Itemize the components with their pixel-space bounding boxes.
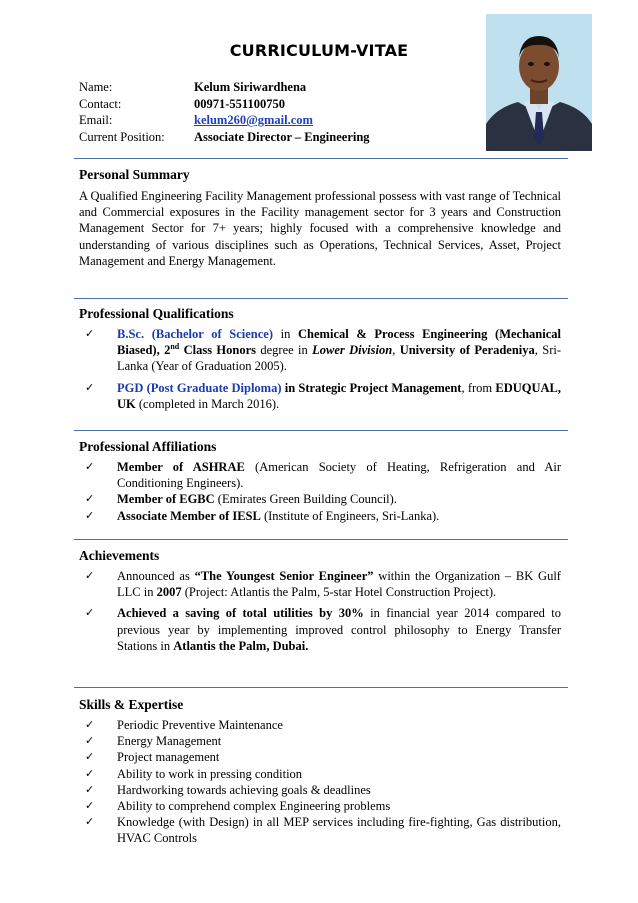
- list-item: ✓ PGD (Post Graduate Diploma) in Strategic Project Management, from EDUQUAL, UK (completed in March 2016).: [85, 380, 561, 411]
- profile-photo: [486, 14, 592, 151]
- check-icon: ✓: [85, 606, 95, 620]
- name-value: Kelum Siriwardhena: [194, 80, 307, 94]
- list-item: ✓ Project management: [85, 750, 220, 765]
- check-icon: ✓: [85, 815, 95, 829]
- check-icon: ✓: [85, 460, 95, 473]
- contact-value: 00971-551100750: [194, 96, 285, 111]
- check-icon: ✓: [85, 380, 95, 394]
- divider: [74, 687, 568, 688]
- divider: [74, 298, 568, 299]
- contact-info: [79, 79, 370, 145]
- list-item: ✓ Ability to comprehend complex Engineering problems: [85, 799, 391, 814]
- list-item: ✓ Knowledge (with Design) in all MEP services including fire-fighting, Gas distribution, HVAC Controls: [85, 815, 561, 846]
- section-heading: Professional Affiliations: [79, 439, 217, 454]
- check-icon: ✓: [85, 718, 95, 731]
- list-item: ✓ Associate Member of IESL (Institute of Engineers, Sri-Lanka).: [85, 508, 440, 523]
- divider: [74, 158, 568, 159]
- section-heading: Skills & Expertise: [79, 697, 184, 712]
- list-item: ✓ Achieved a saving of total utilities by 30% in financial year 2014 compared to previous year by implementing improved control philosophy to Energy Transfer Stations in Atlantis the Palm, Dubai.: [85, 606, 561, 653]
- check-icon: ✓: [85, 569, 95, 582]
- list-item: ✓ Energy Management: [85, 734, 222, 749]
- divider: [74, 430, 568, 431]
- section-heading: Personal Summary: [79, 167, 190, 182]
- check-icon: ✓: [85, 766, 95, 780]
- email-label: Email:: [79, 113, 113, 128]
- check-icon: ✓: [85, 799, 95, 813]
- personal-summary-section: [79, 166, 561, 269]
- check-icon: ✓: [85, 508, 95, 522]
- email-link[interactable]: kelum260@gmail.com: [194, 113, 313, 128]
- section-heading: Achievements: [79, 548, 160, 563]
- list-item: ✓ Member of ASHRAE (American Society of Heating, Refrigeration and Air Conditioning Engineers).: [85, 460, 562, 491]
- list-item: ✓ Member of EGBC (Emirates Green Building Council).: [85, 492, 397, 507]
- affiliations-section: [79, 438, 561, 524]
- divider: [74, 539, 568, 540]
- check-icon: ✓: [85, 782, 95, 796]
- list-item: ✓ B.Sc. (Bachelor of Science) in Chemical & Process Engineering (Mechanical Biased), 2nd Class Honors degree in Lower Division, University of Peradeniya, Sri-Lanka (Year of Graduation 2005).: [85, 327, 562, 374]
- list-item: ✓ Ability to work in pressing condition: [85, 766, 303, 781]
- summary-text: A Qualified Engineering Facility Management professional possess with vast range of Technical and Commercial exposures in the Facility management sector for 3 years and Construction Management Sector for 7+ years; highly focused with a comprehensive knowledge and understanding of various disciplines such as Operations, Technical Services, Asset, Project Management and Energy Management.: [79, 189, 561, 268]
- skills-section: [79, 696, 561, 847]
- position-label: Current Position:: [79, 129, 165, 144]
- list-item: ✓ Hardworking towards achieving goals & deadlines: [85, 782, 371, 797]
- check-icon: ✓: [85, 750, 95, 764]
- section-heading: Professional Qualifications: [79, 306, 234, 321]
- cv-title: CURRICULUM-VITAE: [229, 41, 409, 60]
- check-icon: ✓: [85, 327, 95, 340]
- list-item: ✓ Periodic Preventive Maintenance: [85, 718, 283, 732]
- check-icon: ✓: [85, 734, 95, 748]
- contact-label: Contact:: [79, 96, 122, 111]
- position-value: Associate Director – Engineering: [194, 129, 370, 144]
- check-icon: ✓: [85, 492, 95, 506]
- achievements-section: [79, 547, 561, 654]
- list-item: ✓ Announced as “The Youngest Senior Engineer” within the Organization – BK Gulf LLC in 2007 (Project: Atlantis the Palm, 5-star Hotel Construction Project).: [85, 569, 561, 600]
- qualifications-section: [79, 305, 561, 412]
- name-label: Name:: [79, 80, 113, 94]
